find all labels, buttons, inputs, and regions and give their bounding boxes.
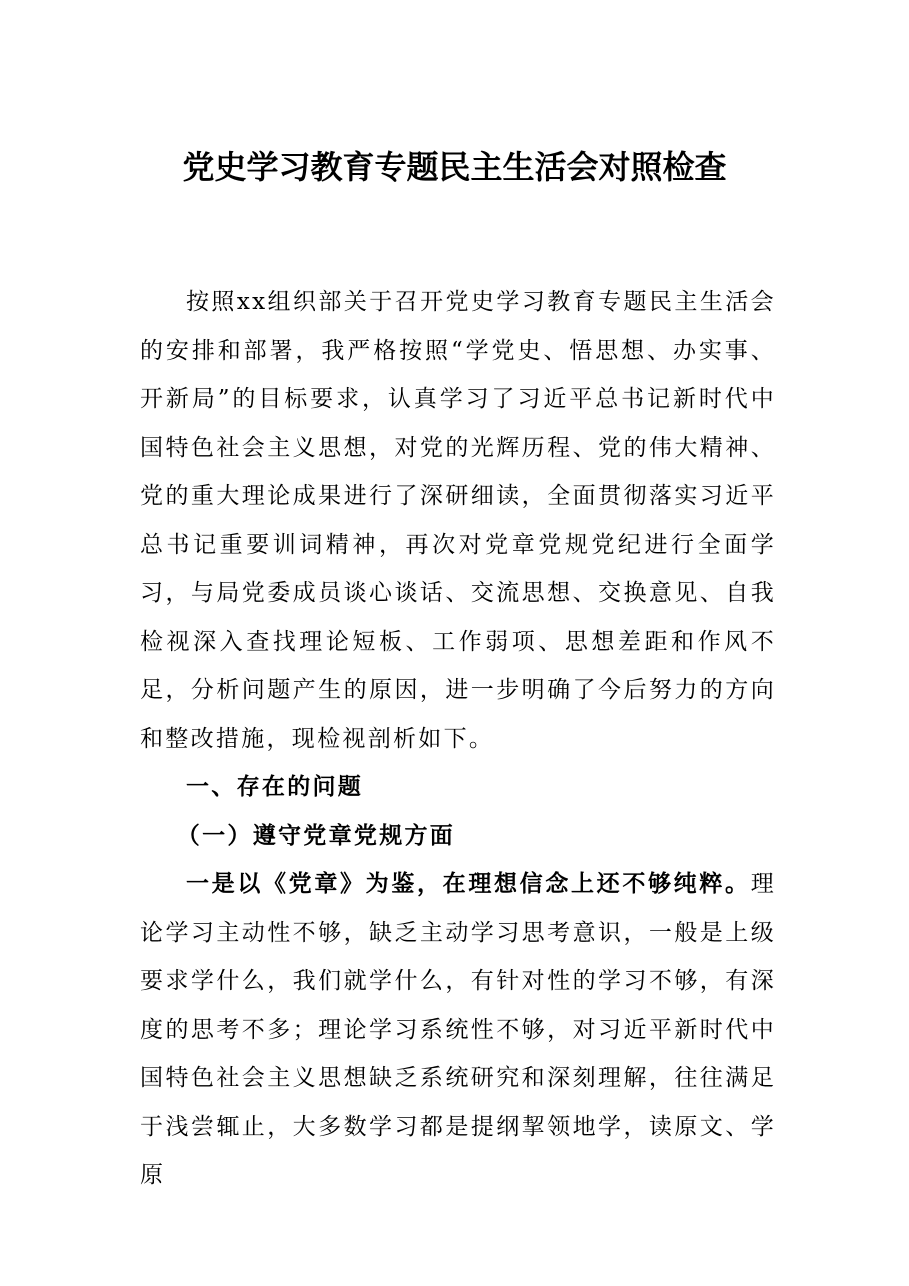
- point-text: 理论学习主动性不够，缺乏主动学习思考意识，一般是上级要求学什么，我们就学什么，有针对性的学习不够，有深度的思考不多；理论学习系统性不够，对习近平新时代中国特色社会主义思想缺乏系统研究和深刻理解，往往满足于浅尝辄止，大多数学习都是提纲挈领地学，读原文、学原: [140, 871, 776, 1188]
- point-paragraph: [140, 860, 776, 1200]
- document-title: 党史学习教育专题民主生活会对照检查: [182, 148, 727, 186]
- section-heading: 一、存在的问题: [186, 773, 364, 800]
- document-body: [140, 278, 776, 1200]
- intro-paragraph: 按照xx组织部关于召开党史学习教育专题民主生活会的安排和部署，我严格按照“学党史、悟思想、办实事、开新局”的目标要求，认真学习了习近平总书记新时代中国特色社会主义思想，对党的光辉历程、党的伟大精神、党的重大理论成果进行了深研细读，全面贯彻落实习近平总书记重要训词精神，再次对党章党规党纪进行全面学习，与局党委成员谈心谈话、交流思想、交换意见、自我检视深入查找理论短板、工作弱项、思想差距和作风不足，分析问题产生的原因，进一步明确了今后努力的方向和整改措施，现检视剖析如下。: [140, 289, 776, 752]
- point-lead: 一是以《党章》为鉴，在理想信念上还不够纯粹。: [186, 870, 751, 897]
- subsection-heading: （一）遵守党章党规方面: [176, 821, 456, 849]
